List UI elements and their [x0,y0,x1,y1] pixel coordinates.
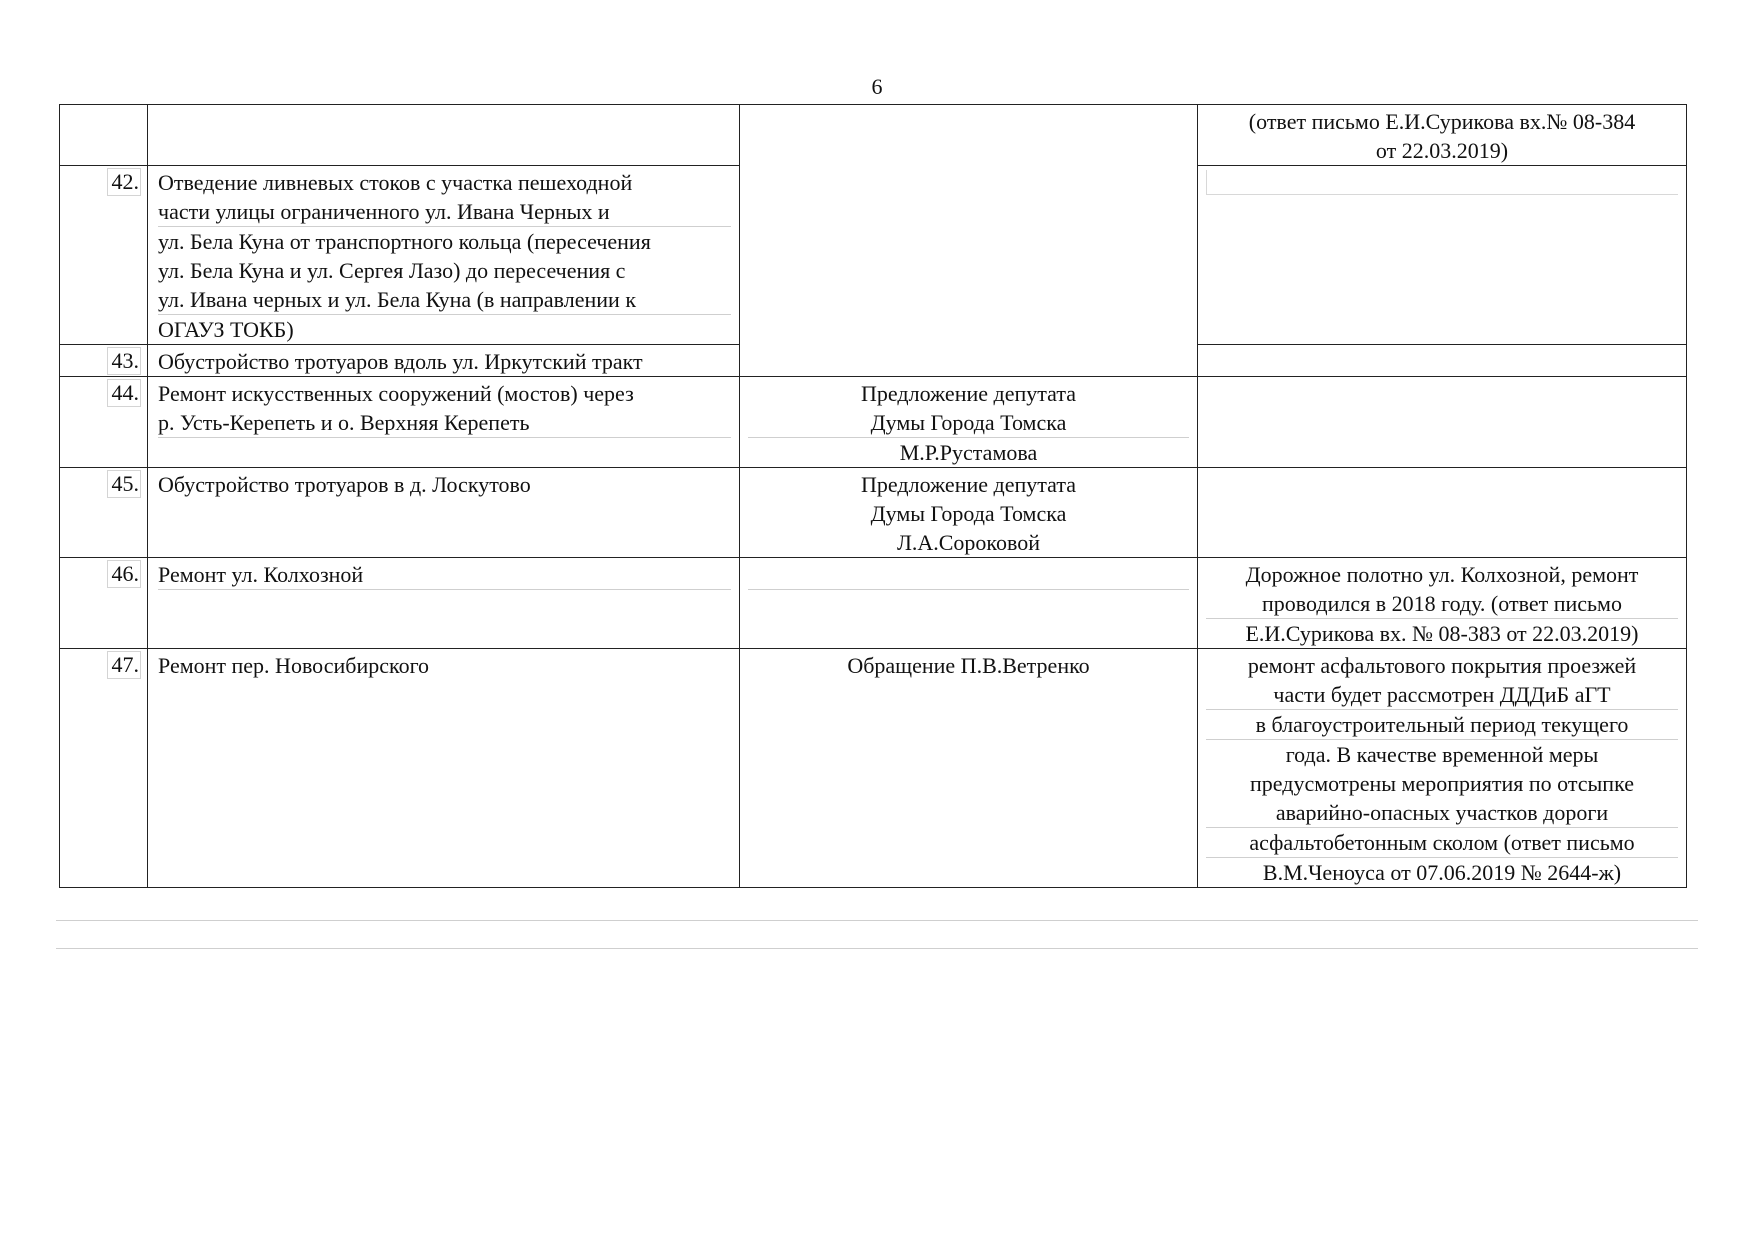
row-number: 42. [107,168,142,196]
table-row [60,468,1687,558]
work-name-line: Ремонт искусственных сооружений (мостов) через [158,381,634,406]
row-number: 47. [107,651,142,679]
row-number-cell [60,345,148,377]
table-row [60,105,1687,166]
work-name-cell [148,468,740,558]
source-cell [740,649,1198,888]
note-cell [1198,345,1687,377]
work-name-cell [148,166,740,345]
row-number: 46. [107,560,142,588]
row-number-cell [60,377,148,468]
work-name-line: Ремонт ул. Колхозной [158,560,731,590]
row-number-cell [60,649,148,888]
source-cell [740,558,1198,649]
work-name-cell [148,345,740,377]
note-line: (ответ письмо Е.И.Сурикова вх.№ 08-384 [1248,109,1636,134]
note-line: В.М.Ченоуса от 07.06.2019 № 2644-ж) [1262,860,1622,885]
note-cell [1198,649,1687,888]
work-name-line: ул. Бела Куна и ул. Сергея Лазо) до пересечения с [158,258,626,283]
work-name-cell [148,377,740,468]
row-number-cell [60,468,148,558]
note-line: ремонт асфальтового покрытия проезжей [1247,653,1637,678]
work-name-cell [148,558,740,649]
work-name-line: Отведение ливневых стоков с участка пешеходной [158,170,633,195]
note-line: части будет рассмотрен ДДДиБ аГТ [1206,680,1678,710]
row-number-cell [60,558,148,649]
source-line: Думы Города Томска [748,408,1189,438]
row-number: 45. [107,470,142,498]
note-cell [1198,558,1687,649]
table-row [60,558,1687,649]
source-cell [740,468,1198,558]
note-line: года. В качестве временной меры [1285,742,1599,767]
work-name-line: Ремонт пер. Новосибирского [158,653,430,678]
source-line: Предложение депутата [861,381,1076,406]
row-number-cell [60,105,148,166]
work-name-line: части улицы ограниченного ул. Ивана Черных и [158,197,731,227]
empty-field [1206,170,1678,195]
note-line: предусмотрены мероприятия по отсыпке [1250,771,1634,796]
note-line: проводился в 2018 году. (ответ письмо [1206,589,1678,619]
source-cell [740,105,1198,377]
work-name-line: ул. Бела Куна от транспортного кольца (пересечения [158,229,651,254]
work-name-line: Обустройство тротуаров вдоль ул. Иркутский тракт [158,349,643,374]
page-number: 6 [871,74,883,99]
source-line: Думы Города Томска [870,501,1067,526]
note-cell [1198,105,1687,166]
note-line: асфальтобетонным сколом (ответ письмо [1206,828,1678,858]
empty-field [748,560,1189,590]
source-cell [740,377,1198,468]
note-cell [1198,468,1687,558]
note-line: Е.И.Сурикова вх. № 08-383 от 22.03.2019) [1245,621,1639,646]
note-line: в благоустроительный период текущего [1206,710,1678,740]
work-name-line: Обустройство тротуаров в д. Лоскутово [158,472,531,497]
source-line: Л.А.Сороковой [896,530,1041,555]
table-row [60,649,1687,888]
divider [56,920,1698,921]
row-number-cell [60,166,148,345]
source-line: Предложение депутата [861,472,1076,497]
work-name-cell [148,105,740,166]
divider [56,948,1698,949]
note-cell [1198,166,1687,345]
work-name-cell [148,649,740,888]
source-line: М.Р.Рустамова [899,440,1038,465]
note-line: аварийно-опасных участков дороги [1206,798,1678,828]
work-name-line: ул. Ивана черных и ул. Бела Куна (в направлении к [158,285,731,315]
row-number: 43. [107,347,142,375]
works-table [59,104,1687,888]
note-cell [1198,377,1687,468]
work-name-line: р. Усть-Керепеть и о. Верхняя Керепеть [158,408,731,438]
work-name-line: ОГАУЗ ТОКБ) [158,317,294,342]
note-line: от 22.03.2019) [1375,138,1509,163]
row-number: 44. [107,379,142,407]
table-row [60,377,1687,468]
note-line: Дорожное полотно ул. Колхозной, ремонт [1245,562,1639,587]
source-line: Обращение П.В.Ветренко [847,653,1090,678]
